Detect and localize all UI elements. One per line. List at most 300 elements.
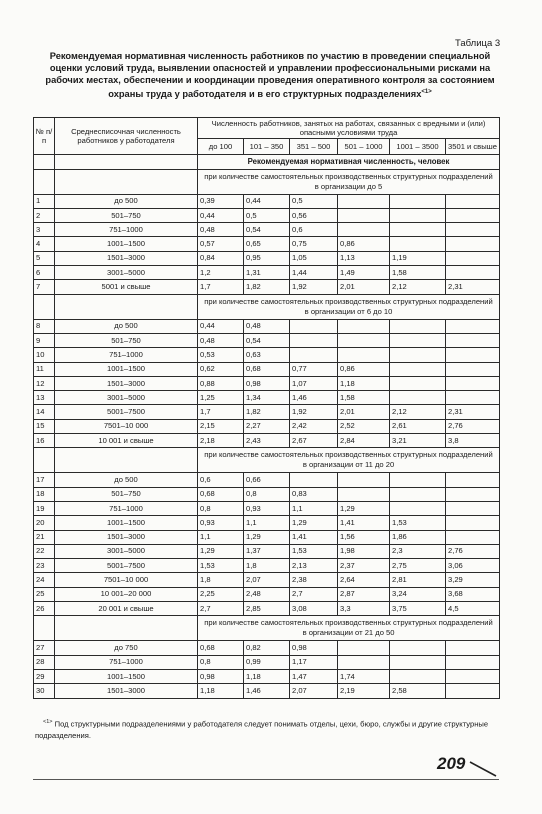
row-value: 2,27 [244, 419, 290, 433]
row-number: 4 [34, 237, 55, 251]
row-value: 1,13 [338, 251, 390, 265]
row-value: 2,43 [244, 434, 290, 448]
row-value: 0,39 [198, 194, 244, 208]
row-value: 1,1 [244, 516, 290, 530]
row-value: 0,99 [244, 655, 290, 669]
table-row [34, 391, 500, 405]
row-value [390, 237, 446, 251]
row-value: 0,75 [290, 237, 338, 251]
row-value: 1,05 [290, 251, 338, 265]
row-value: 2,07 [290, 684, 338, 698]
row-employees: до 750 [55, 641, 198, 655]
section-empty-num [34, 294, 55, 319]
table-row [34, 237, 500, 251]
row-employees: 1001–1500 [55, 669, 198, 683]
section-empty-emp [55, 448, 198, 473]
row-value: 0,48 [198, 223, 244, 237]
row-employees: 501–750 [55, 208, 198, 222]
row-value: 1,8 [244, 559, 290, 573]
row-value: 1,46 [244, 684, 290, 698]
row-value: 1,44 [290, 266, 338, 280]
section-caption-row [34, 448, 500, 473]
header-num: № п/п [34, 118, 55, 155]
row-employees: 1501–3000 [55, 530, 198, 544]
row-value: 1,25 [198, 391, 244, 405]
row-value: 2,25 [198, 587, 244, 601]
row-value: 0,86 [338, 237, 390, 251]
row-value: 3,75 [390, 602, 446, 616]
row-number: 10 [34, 348, 55, 362]
table-row [34, 194, 500, 208]
row-value: 0,68 [244, 362, 290, 376]
row-value: 2,81 [390, 573, 446, 587]
row-number: 1 [34, 194, 55, 208]
row-number: 8 [34, 319, 55, 333]
table-row [34, 587, 500, 601]
row-value: 0,62 [198, 362, 244, 376]
row-value [338, 319, 390, 333]
section-empty-num [34, 616, 55, 641]
row-employees: 1001–1500 [55, 237, 198, 251]
row-value: 2,48 [244, 587, 290, 601]
row-value: 0,98 [244, 376, 290, 390]
section-caption: при количестве самостоятельных производственных структурных подразделений в организации от 21 до 50 [198, 616, 500, 641]
row-value: 2,87 [338, 587, 390, 601]
row-number: 6 [34, 266, 55, 280]
row-value: 0,88 [198, 376, 244, 390]
row-value [446, 487, 500, 501]
row-value: 1,18 [244, 669, 290, 683]
row-value: 0,5 [244, 208, 290, 222]
row-employees: 20 001 и свыше [55, 602, 198, 616]
row-value: 0,8 [244, 487, 290, 501]
row-employees: 3001–5000 [55, 391, 198, 405]
row-value [390, 333, 446, 347]
row-value: 2,01 [338, 280, 390, 294]
row-value [446, 319, 500, 333]
row-employees: до 500 [55, 473, 198, 487]
row-value: 2,12 [390, 405, 446, 419]
row-value: 0,48 [198, 333, 244, 347]
row-number: 19 [34, 501, 55, 515]
staffing-table [33, 117, 500, 699]
row-value [390, 669, 446, 683]
row-value: 2,75 [390, 559, 446, 573]
row-value: 0,56 [290, 208, 338, 222]
row-value: 1,46 [290, 391, 338, 405]
table-row [34, 319, 500, 333]
row-value [290, 319, 338, 333]
row-employees: 5001–7500 [55, 405, 198, 419]
row-value: 1,37 [244, 544, 290, 558]
row-value: 1,92 [290, 280, 338, 294]
row-value: 0,54 [244, 333, 290, 347]
row-value: 0,54 [244, 223, 290, 237]
row-number: 25 [34, 587, 55, 601]
row-value: 2,7 [198, 602, 244, 616]
row-value [390, 655, 446, 669]
row-value: 1,7 [198, 280, 244, 294]
row-value: 1,58 [338, 391, 390, 405]
header-col-5: 1001 – 3500 [390, 139, 446, 155]
row-value: 1,07 [290, 376, 338, 390]
table-row [34, 530, 500, 544]
table-row [34, 544, 500, 558]
table-row [34, 684, 500, 698]
row-value: 0,5 [290, 194, 338, 208]
row-value: 1,86 [390, 530, 446, 544]
row-value: 3,29 [446, 573, 500, 587]
table-label: Таблица 3 [455, 38, 501, 49]
section-caption-row [34, 169, 500, 194]
page-number: 209 [437, 754, 466, 773]
row-value [390, 641, 446, 655]
row-value: 2,01 [338, 405, 390, 419]
header-group: Численность работников, занятых на работах, связанных с вредными и (или) опасными условиями труда [198, 118, 500, 139]
table-row [34, 602, 500, 616]
row-value: 2,76 [446, 544, 500, 558]
row-value [446, 333, 500, 347]
table-row [34, 280, 500, 294]
section-empty-num [34, 448, 55, 473]
row-value [446, 237, 500, 251]
row-value: 2,76 [446, 419, 500, 433]
section-caption-row [34, 616, 500, 641]
row-value: 1,2 [198, 266, 244, 280]
row-value: 2,58 [390, 684, 446, 698]
row-value [446, 516, 500, 530]
table-row [34, 405, 500, 419]
row-value: 1,41 [290, 530, 338, 544]
row-value [390, 391, 446, 405]
row-value: 1,31 [244, 266, 290, 280]
row-number: 22 [34, 544, 55, 558]
row-value: 1,29 [290, 516, 338, 530]
row-value [446, 348, 500, 362]
row-value: 1,7 [198, 405, 244, 419]
table-row [34, 501, 500, 515]
table-row [34, 333, 500, 347]
table-row [34, 573, 500, 587]
table-row [34, 376, 500, 390]
row-value [390, 194, 446, 208]
row-number: 24 [34, 573, 55, 587]
row-value: 2,15 [198, 419, 244, 433]
row-value: 0,98 [198, 669, 244, 683]
row-value: 0,53 [198, 348, 244, 362]
row-number: 14 [34, 405, 55, 419]
row-value: 0,83 [290, 487, 338, 501]
header-col-1: до 100 [198, 139, 244, 155]
row-value: 1,1 [198, 530, 244, 544]
row-value [446, 684, 500, 698]
row-employees: до 500 [55, 194, 198, 208]
row-value [338, 473, 390, 487]
row-value [338, 333, 390, 347]
row-number: 2 [34, 208, 55, 222]
row-value [446, 391, 500, 405]
footnote-text: Под структурными подразделениями у работодателя следует понимать отделы, цехи, бюро, службы и другие структурные подразделения. [35, 719, 489, 740]
subheader-row [34, 155, 500, 169]
header-col-6: 3501 и свыше [446, 139, 500, 155]
row-value [446, 473, 500, 487]
row-employees: до 500 [55, 319, 198, 333]
row-value: 1,53 [290, 544, 338, 558]
table-title-text: Рекомендуемая нормативная численность работников по участию в проведении специальной оценки условий труда, выявлении опасностей и управлении профессиональными рисками на рабочих местах, обеспечении и координации проведения оперативного контроля за состоянием охраны труда у работодателя и в его структурных подразделениях [45, 51, 495, 100]
row-value [390, 501, 446, 515]
row-value: 2,64 [338, 573, 390, 587]
row-value [390, 376, 446, 390]
row-value [446, 266, 500, 280]
table-row [34, 251, 500, 265]
row-value [446, 251, 500, 265]
row-value [446, 669, 500, 683]
row-employees: 501–750 [55, 487, 198, 501]
row-value: 0,93 [198, 516, 244, 530]
section-empty-emp [55, 616, 198, 641]
row-value [390, 362, 446, 376]
row-value: 0,98 [290, 641, 338, 655]
row-employees: 1501–3000 [55, 376, 198, 390]
row-value [446, 530, 500, 544]
row-employees: 10 001 и свыше [55, 434, 198, 448]
header-col-4: 501 – 1000 [338, 139, 390, 155]
row-value: 1,82 [244, 405, 290, 419]
row-value: 0,8 [198, 501, 244, 515]
table-row [34, 473, 500, 487]
row-employees: 751–1000 [55, 223, 198, 237]
table-row [34, 266, 500, 280]
row-employees: 3001–5000 [55, 544, 198, 558]
row-value: 1,58 [390, 266, 446, 280]
row-value: 0,44 [198, 208, 244, 222]
row-number: 27 [34, 641, 55, 655]
row-value [446, 641, 500, 655]
section-caption: при количестве самостоятельных производственных структурных подразделений в организации до 5 [198, 169, 500, 194]
row-value: 3,24 [390, 587, 446, 601]
row-value: 0,86 [338, 362, 390, 376]
row-value: 2,18 [198, 434, 244, 448]
row-value: 1,19 [390, 251, 446, 265]
row-value: 0,66 [244, 473, 290, 487]
subheader-empty-1 [34, 155, 55, 169]
row-value: 1,29 [198, 544, 244, 558]
row-number: 20 [34, 516, 55, 530]
table-row [34, 669, 500, 683]
row-value: 1,29 [244, 530, 290, 544]
row-value: 0,6 [290, 223, 338, 237]
row-value [290, 473, 338, 487]
row-value: 3,08 [290, 602, 338, 616]
row-value: 1,34 [244, 391, 290, 405]
row-value [446, 362, 500, 376]
row-number: 7 [34, 280, 55, 294]
row-employees: 1501–3000 [55, 684, 198, 698]
table-row [34, 208, 500, 222]
row-value [390, 487, 446, 501]
header-col-2: 101 – 350 [244, 139, 290, 155]
row-value: 1,53 [198, 559, 244, 573]
row-value [446, 223, 500, 237]
row-value: 1,17 [290, 655, 338, 669]
row-employees: 7501–10 000 [55, 419, 198, 433]
row-value: 1,92 [290, 405, 338, 419]
table-title [40, 50, 500, 100]
row-value: 2,7 [290, 587, 338, 601]
row-value: 1,56 [338, 530, 390, 544]
row-number: 28 [34, 655, 55, 669]
header-col-3: 351 – 500 [290, 139, 338, 155]
row-value: 1,49 [338, 266, 390, 280]
row-value: 0,48 [244, 319, 290, 333]
row-value: 1,98 [338, 544, 390, 558]
row-value: 0,44 [198, 319, 244, 333]
row-value: 0,82 [244, 641, 290, 655]
row-employees: 1501–3000 [55, 251, 198, 265]
row-value: 1,18 [338, 376, 390, 390]
footnote-mark: <1> [43, 719, 53, 725]
row-employees: 5001 и свыше [55, 280, 198, 294]
row-number: 18 [34, 487, 55, 501]
row-value: 3,21 [390, 434, 446, 448]
table-row [34, 559, 500, 573]
section-empty-emp [55, 294, 198, 319]
footnote [35, 717, 501, 741]
row-value: 2,37 [338, 559, 390, 573]
row-value [338, 641, 390, 655]
row-employees: 1001–1500 [55, 362, 198, 376]
row-value: 0,68 [198, 641, 244, 655]
row-value [338, 655, 390, 669]
table-row [34, 362, 500, 376]
row-value: 1,18 [198, 684, 244, 698]
section-caption: при количестве самостоятельных производственных структурных подразделений в организации от 11 до 20 [198, 448, 500, 473]
row-employees: 3001–5000 [55, 266, 198, 280]
table-row [34, 641, 500, 655]
section-empty-emp [55, 169, 198, 194]
row-value: 2,67 [290, 434, 338, 448]
table-row [34, 487, 500, 501]
row-number: 9 [34, 333, 55, 347]
row-number: 26 [34, 602, 55, 616]
row-value: 0,57 [198, 237, 244, 251]
table-row [34, 419, 500, 433]
row-value: 3,8 [446, 434, 500, 448]
row-value: 2,13 [290, 559, 338, 573]
row-number: 16 [34, 434, 55, 448]
row-value: 2,42 [290, 419, 338, 433]
row-value: 0,65 [244, 237, 290, 251]
row-value [338, 487, 390, 501]
row-number: 5 [34, 251, 55, 265]
row-value: 2,85 [244, 602, 290, 616]
row-number: 15 [34, 419, 55, 433]
row-number: 13 [34, 391, 55, 405]
subheader-empty-2 [55, 155, 198, 169]
row-value [338, 348, 390, 362]
row-value [446, 208, 500, 222]
row-value: 1,1 [290, 501, 338, 515]
row-employees: 5001–7500 [55, 559, 198, 573]
row-value [446, 501, 500, 515]
row-number: 30 [34, 684, 55, 698]
table-row [34, 348, 500, 362]
row-employees: 1001–1500 [55, 516, 198, 530]
row-value: 2,19 [338, 684, 390, 698]
row-number: 21 [34, 530, 55, 544]
row-value [338, 208, 390, 222]
row-value: 2,84 [338, 434, 390, 448]
table-row [34, 434, 500, 448]
row-value [390, 319, 446, 333]
row-value [338, 194, 390, 208]
row-number: 29 [34, 669, 55, 683]
row-employees: 10 001–20 000 [55, 587, 198, 601]
row-employees: 501–750 [55, 333, 198, 347]
row-value: 2,12 [390, 280, 446, 294]
table-row [34, 223, 500, 237]
row-value: 1,29 [338, 501, 390, 515]
row-value: 0,95 [244, 251, 290, 265]
row-value: 0,93 [244, 501, 290, 515]
row-number: 23 [34, 559, 55, 573]
row-value [390, 348, 446, 362]
row-value [390, 473, 446, 487]
row-number: 17 [34, 473, 55, 487]
row-number: 11 [34, 362, 55, 376]
row-value: 1,47 [290, 669, 338, 683]
section-caption: при количестве самостоятельных производственных структурных подразделений в организации от 6 до 10 [198, 294, 500, 319]
section-empty-num [34, 169, 55, 194]
row-value [446, 655, 500, 669]
row-value: 2,52 [338, 419, 390, 433]
row-value: 0,68 [198, 487, 244, 501]
row-value: 2,38 [290, 573, 338, 587]
row-value: 0,77 [290, 362, 338, 376]
row-value: 1,53 [390, 516, 446, 530]
section-caption-row [34, 294, 500, 319]
row-value: 2,07 [244, 573, 290, 587]
row-number: 12 [34, 376, 55, 390]
row-value: 2,31 [446, 405, 500, 419]
row-value: 0,63 [244, 348, 290, 362]
page-corner-mark [468, 760, 498, 778]
row-value: 1,41 [338, 516, 390, 530]
row-value: 2,3 [390, 544, 446, 558]
row-value: 0,84 [198, 251, 244, 265]
row-employees: 751–1000 [55, 501, 198, 515]
row-employees: 751–1000 [55, 655, 198, 669]
row-value: 1,82 [244, 280, 290, 294]
row-employees: 7501–10 000 [55, 573, 198, 587]
row-value: 0,6 [198, 473, 244, 487]
row-value [290, 333, 338, 347]
row-value: 1,74 [338, 669, 390, 683]
row-value: 3,68 [446, 587, 500, 601]
row-value [338, 223, 390, 237]
row-value: 0,8 [198, 655, 244, 669]
row-value [290, 348, 338, 362]
table-row [34, 516, 500, 530]
row-value [390, 208, 446, 222]
row-value: 2,31 [446, 280, 500, 294]
row-value: 3,3 [338, 602, 390, 616]
row-value: 1,8 [198, 573, 244, 587]
table-row [34, 655, 500, 669]
bottom-divider [33, 779, 499, 780]
row-value [390, 223, 446, 237]
title-footnote-mark: <1> [421, 89, 432, 95]
